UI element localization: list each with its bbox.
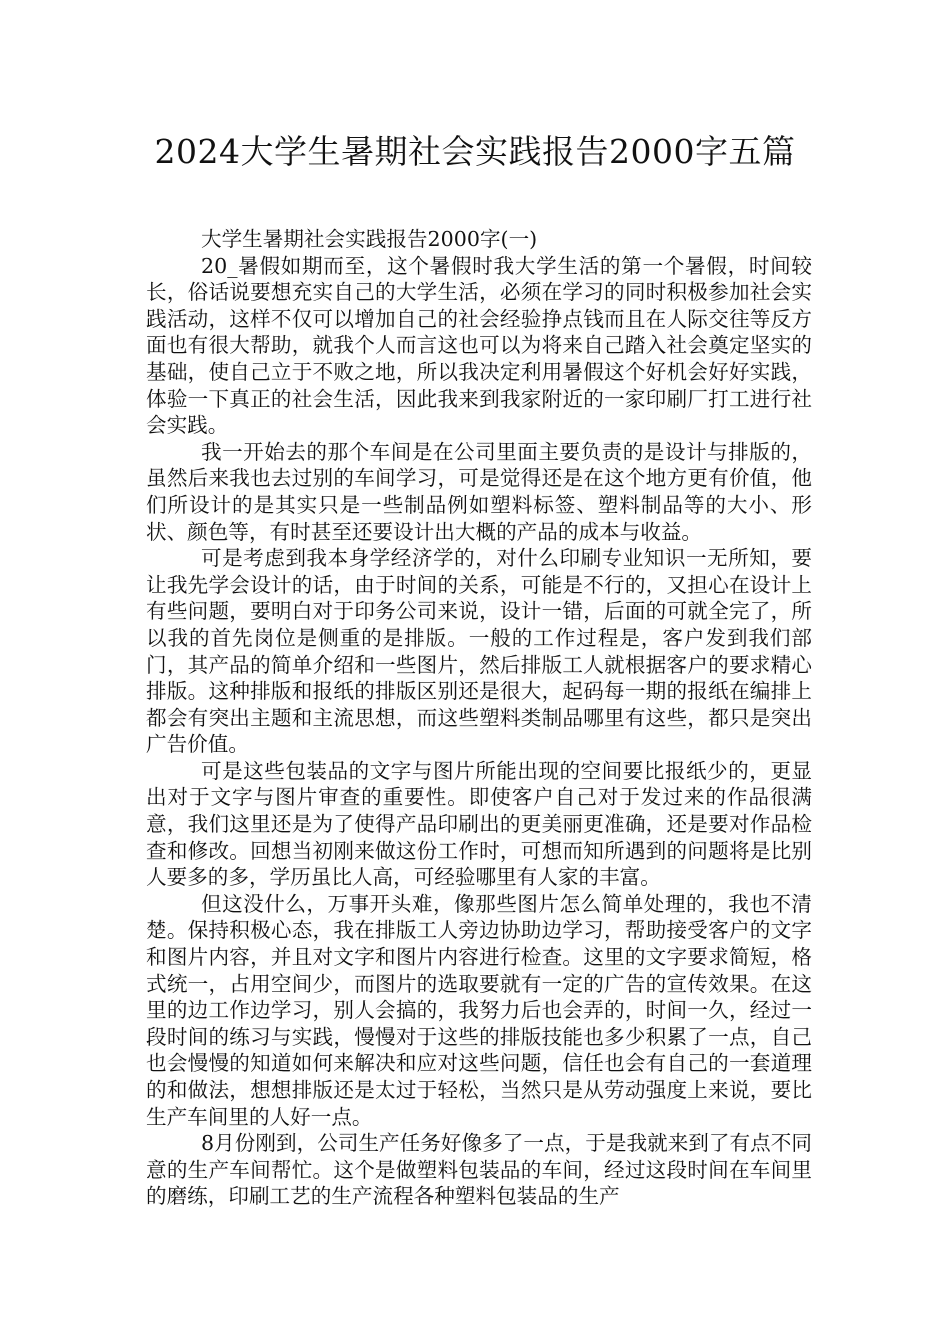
paragraph: 可是这些包装品的文字与图片所能出现的空间要比报纸少的，更显出对于文字与图片审查的重要性。即使客户自己对于发过来的作品很满意，我们这里还是为了使得产品印刷出的更美丽更准确，还是要对作品检查和修改。回想当初刚来做这份工作时，可想而知所遇到的问题将是比别人要多的多，学历虽比人高，可经验哪里有人家的丰富。 (146, 758, 812, 890)
paragraph: 我一开始去的那个车间是在公司里面主要负责的是设计与排版的，虽然后来我也去过别的车间学习，可是觉得还是在这个地方更有价值，他们所设计的是其实只是一些制品例如塑料标签、塑料制品等的大小、形状、颜色等，有时甚至还要设计出大概的产品的成本与收益。 (146, 439, 812, 544)
section-heading: 大学生暑期社会实践报告2000字(一) (201, 227, 538, 251)
document-body (146, 226, 812, 1210)
paragraph: 但这没什么，万事开头难，像那些图片怎么简单处理的，我也不清楚。保持积极心态，我在排版工人旁边协助边学习，帮助接受客户的文字和图片内容，并且对文字和图片内容进行检查。这里的文字要求简短，格式统一，占用空间少，而图片的选取要就有一定的广告的宣传效果。在这里的边工作边学习，别人会搞的，我努力后也会弄的，时间一久，经过一段时间的练习与实践，慢慢对于这些的排版技能也多少积累了一点，自己也会慢慢的知道如何来解决和应对这些问题，信任也会有自己的一套道理的和做法，想想排版还是太过于轻松，当然只是从劳动强度上来说，要比生产车间里的人好一点。 (146, 891, 812, 1129)
paragraph: 可是考虑到我本身学经济学的，对什么印刷专业知识一无所知，要让我先学会设计的话，由于时间的关系，可能是不行的，又担心在设计上有些问题，要明白对于印务公司来说，设计一错，后面的可就全完了，所以我的首先岗位是侧重的是排版。一般的工作过程是，客户发到我们部门，其产品的简单介绍和一些图片，然后排版工人就根据客户的要求精心排版。这种排版和报纸的排版区别还是很大，起码每一期的报纸在编排上都会有突出主题和主流思想，而这些塑料类制品哪里有这些，都只是突出广告价值。 (146, 546, 812, 757)
paragraph: 8月份刚到，公司生产任务好像多了一点，于是我就来到了有点不同意的生产车间帮忙。这个是做塑料包装品的车间，经过这段时间在车间里的磨练，印刷工艺的生产流程各种塑料包装品的生产 (146, 1131, 812, 1209)
document-title: 2024大学生暑期社会实践报告2000字五篇 (154, 132, 796, 171)
paragraph: 20_暑假如期而至，这个暑假时我大学生活的第一个暑假，时间较长，俗话说要想充实自己的大学生活，必须在学习的同时积极参加社会实践活动，这样不仅可以增加自己的社会经验挣点钱而且在人际交往等反方面也有很大帮助，就我个人而言这也可以为将来自己踏入社会奠定坚实的基础，使自己立于不败之地，所以我决定利用暑假这个好机会好好实践，体验一下真正的社会生活，因此我来到我家附近的一家印刷厂打工进行社会实践。 (146, 253, 812, 438)
